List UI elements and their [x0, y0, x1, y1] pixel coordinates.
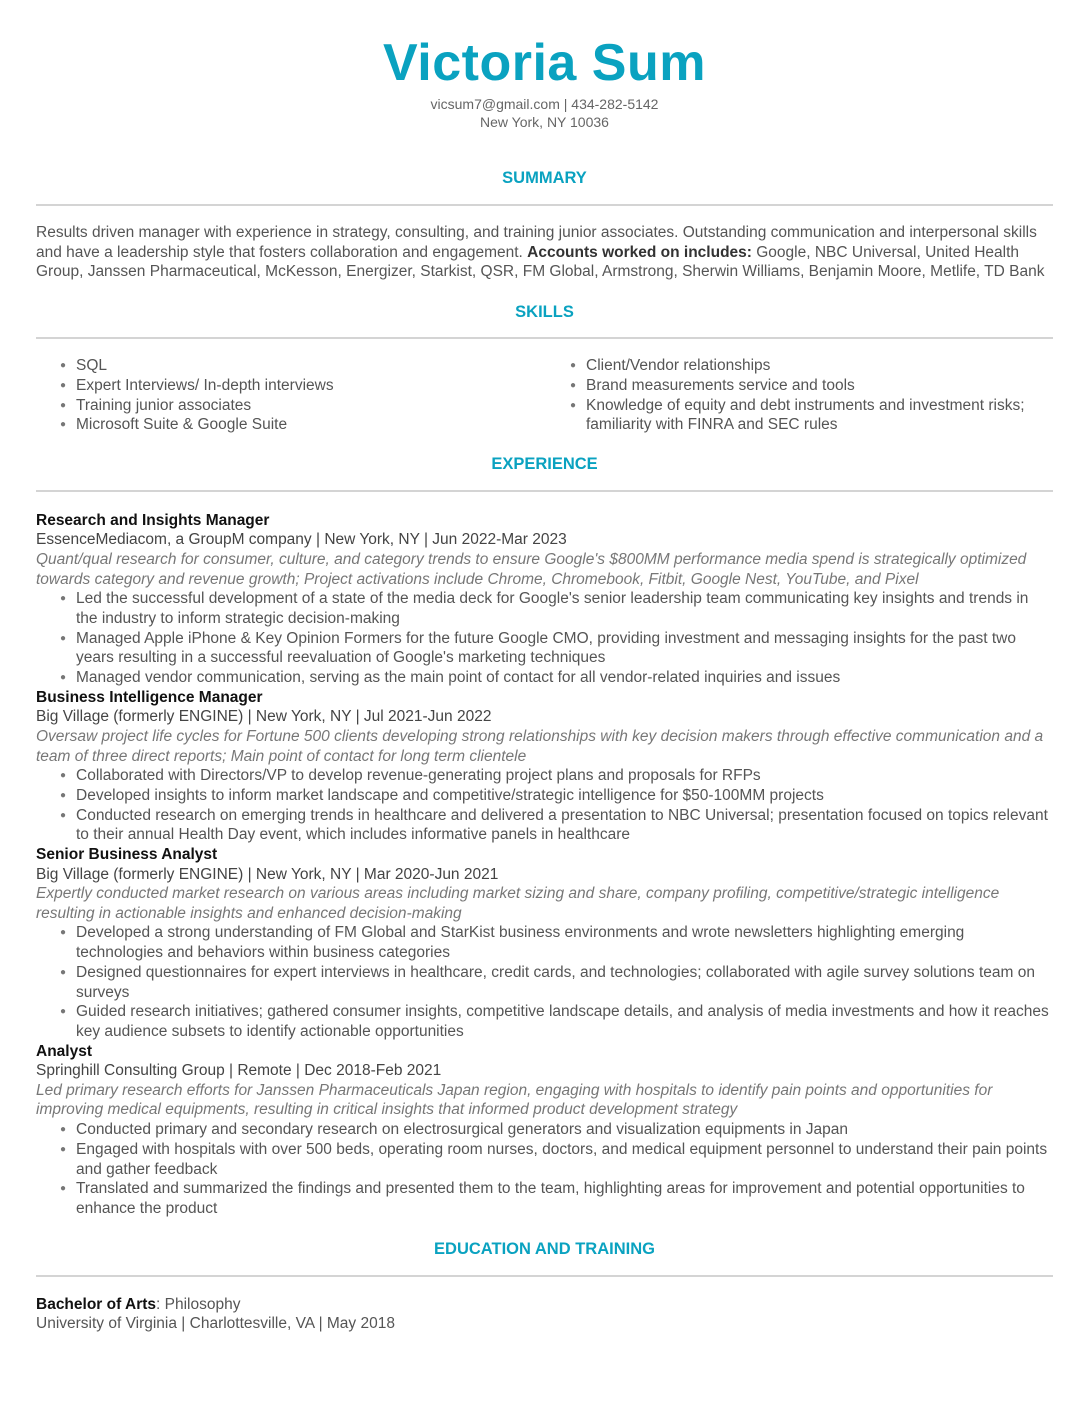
job-bullet: ● Designed questionnaires for expert interviews in healthcare, credit cards, and technologies; collaborated with agile survey solutions team on surveys: [58, 963, 1053, 1002]
skills-heading: SKILLS: [515, 303, 574, 322]
job-bullet: ● Managed Apple iPhone & Key Opinion Formers for the future Google CMO, providing investment and messaging insights for the past two years resulting in a successful reevaluation of Google's marketing techniques: [58, 629, 1053, 668]
skill-item: ● Microsoft Suite & Google Suite: [58, 415, 568, 435]
job-meta: EssenceMediacom, a GroupM company | New York, NY | Jun 2022-Mar 2023: [36, 531, 567, 549]
job-entry: [36, 511, 1053, 688]
education-school: University of Virginia | Charlottesville, VA | May 2018: [36, 1315, 395, 1333]
summary-heading: SUMMARY: [502, 169, 587, 187]
contact-line: vicsum7@gmail.com | 434-282-5142: [430, 96, 659, 112]
skills-column-right: [568, 356, 1048, 435]
skill-item: ● SQL: [58, 356, 568, 376]
degree-name: Bachelor of Arts: [36, 1295, 157, 1313]
summary-paragraph: [36, 223, 1053, 282]
skill-item: ● Expert Interviews/ In-depth interviews: [58, 376, 568, 396]
job-description: Oversaw project life cycles for Fortune 500 clients developing strong relationships with key decision makers through effective communication and a team of three direct reports; Main point of contact for long term clientele: [36, 727, 1044, 765]
job-description: Expertly conducted market research on various areas including market sizing and share, company profiling, competitive/strategic intelligence resulting in actionable insights and enhanced decision-making: [36, 885, 1000, 922]
skills-list: [36, 356, 1053, 435]
summary-divider: [36, 204, 1053, 206]
job-bullets: [36, 589, 1053, 688]
candidate-name: Victoria Sum: [383, 34, 706, 92]
job-bullet: ● Engaged with hospitals with over 500 beds, operating room nurses, doctors, and medical equipment personnel to understand their pain points and gather feedback: [58, 1140, 1053, 1179]
job-title: Analyst: [36, 1042, 92, 1060]
skill-item: ● Knowledge of equity and debt instruments and investment risks; familiarity with FINRA and SEC rules: [568, 396, 1048, 435]
job-bullet: ● Led the successful development of a state of the media deck for Google's senior leadership team communicating key insights and trends in the industry to inform strategic decision-making: [58, 589, 1053, 628]
job-meta: Big Village (formerly ENGINE) | New York, NY | Mar 2020-Jun 2021: [36, 865, 499, 883]
job-bullets: [36, 766, 1053, 845]
job-title: Business Intelligence Manager: [36, 688, 263, 706]
education-heading: EDUCATION AND TRAINING: [434, 1239, 655, 1258]
location-line: New York, NY 10036: [480, 114, 609, 130]
summary-text: Results driven manager with experience in strategy, consulting, and training junior associates. Outstanding communication and interpersonal skills and have a leadership style that fosters collaboration and engagement.: [36, 224, 1037, 261]
summary-accounts: Google, NBC Universal, United Health Group, Janssen Pharmaceutical, McKesson, Energizer, Starkist, QSR, FM Global, Armstrong, Sherwin Williams, Benjamin Moore, Metlife, TD Bank: [36, 243, 1045, 281]
job-bullet: ● Managed vendor communication, serving as the main point of contact for all vendor-related inquiries and issues: [58, 668, 1053, 688]
job-entry: [36, 845, 1053, 1042]
job-meta: Big Village (formerly ENGINE) | New York, NY | Jul 2021-Jun 2022: [36, 708, 492, 726]
education-degree: [36, 1295, 1053, 1315]
skill-item: ● Client/Vendor relationships: [568, 356, 1048, 376]
job-bullet: ● Conducted research on emerging trends in healthcare and delivered a presentation to NBC Universal; presentation focused on topics relevant to their annual Health Day event, which includes informative panels in healthcare: [58, 806, 1053, 845]
job-description: Quant/qual research for consumer, culture, and category trends to ensure Google's $800MM performance media spend is strategically optimized towards category and revenue growth; Project activations include Chrome, Chromebook, Fitbit, Google Nest, YouTube, and Pixel: [36, 550, 1027, 588]
job-meta: Springhill Consulting Group | Remote | Dec 2018-Feb 2021: [36, 1062, 442, 1080]
degree-field: : Philosophy: [156, 1295, 241, 1313]
skill-item: ● Brand measurements service and tools: [568, 376, 1048, 396]
job-entry: [36, 688, 1053, 845]
job-bullets: [36, 1120, 1053, 1219]
skills-divider: [36, 337, 1053, 339]
job-title: Senior Business Analyst: [36, 846, 218, 864]
job-bullet: ● Conducted primary and secondary research on electrosurgical generators and visualization equipments in Japan: [58, 1120, 1053, 1140]
job-bullets: [36, 923, 1053, 1041]
skill-item: ● Training junior associates: [58, 396, 568, 416]
job-entry: [36, 1042, 1053, 1219]
job-bullet: ● Developed insights to inform market landscape and competitive/strategic intelligence for $50-100MM projects: [58, 786, 1053, 806]
experience-heading: EXPERIENCE: [491, 454, 598, 473]
education-divider: [36, 1275, 1053, 1277]
job-bullet: ● Guided research initiatives; gathered consumer insights, competitive landscape details, and analysis of media investments and how it reaches key audience subsets to identify actionable opportunities: [58, 1002, 1053, 1041]
job-bullet: ● Developed a strong understanding of FM Global and StarKist business environments and wrote newsletters highlighting emerging technologies and behaviors within business categories: [58, 923, 1053, 962]
summary-accounts-label: Accounts worked on includes:: [527, 243, 752, 261]
experience-divider: [36, 490, 1053, 492]
resume-page: [36, 0, 1053, 1334]
job-bullet: ● Translated and summarized the findings and presented them to the team, highlighting areas for improvement and potential opportunities to enhance the product: [58, 1179, 1053, 1218]
job-bullet: ● Collaborated with Directors/VP to develop revenue-generating project plans and proposals for RFPs: [58, 766, 1053, 786]
skills-column-left: [58, 356, 568, 435]
job-description: Led primary research efforts for Janssen Pharmaceuticals Japan region, engaging with hospitals to identify pain points and opportunities for improving medical equipments, resulting in critical insights that informed product development strategy: [36, 1081, 993, 1119]
job-title: Research and Insights Manager: [36, 511, 270, 529]
